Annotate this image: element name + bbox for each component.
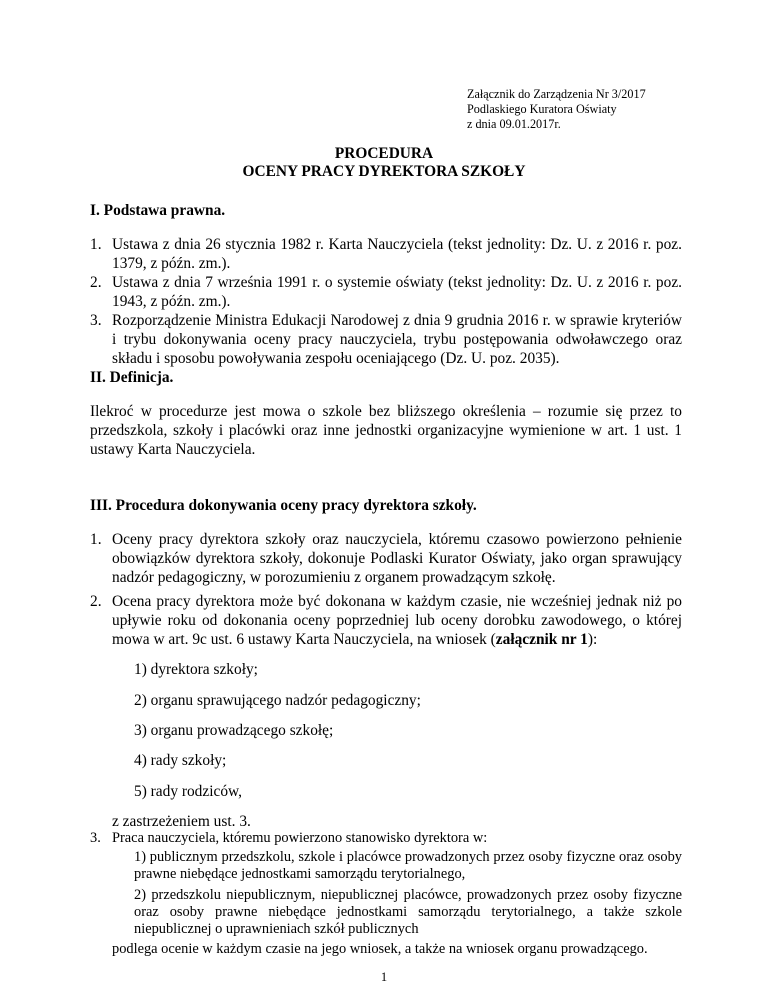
list-item xyxy=(90,311,682,368)
sub-item: 4) rady szkoły; xyxy=(134,752,227,769)
section-2-heading: II. Definicja. xyxy=(90,369,174,386)
legal-basis-list xyxy=(90,235,682,368)
sub-item: 2) organu sprawującego nadzór pedagogiczny; xyxy=(134,692,421,709)
sub-item: 1) dyrektora szkoły; xyxy=(134,661,258,678)
list-item-number: 3. xyxy=(90,830,101,846)
list-item xyxy=(90,830,682,847)
annex-line-3: z dnia 09.01.2017r. xyxy=(467,117,561,131)
list-item xyxy=(90,273,682,311)
procedure-item-1 xyxy=(90,530,682,587)
list-item-number: 2. xyxy=(90,274,102,291)
annex-line-1: Załącznik do Zarządzenia Nr 3/2017 xyxy=(467,87,646,101)
list-item xyxy=(90,530,682,587)
list-item-number: 1. xyxy=(90,531,102,548)
annex-reference: załącznik nr 1 xyxy=(495,631,588,648)
sub-item: 2) przedszkolu niepublicznym, niepublicznej placówce, prowadzonych przez osoby fizyczne oraz osoby prawne niebędące jednostkami samorządu terytorialnego, a także szkole niepublicznej o uprawnieniach szkół publicznych xyxy=(134,887,682,937)
section-1-heading: I. Podstawa prawna. xyxy=(90,202,226,219)
list-item-number: 1. xyxy=(90,236,102,253)
annex-note xyxy=(467,87,646,132)
title-line-2: OCENY PRACY DYREKTORA SZKOŁY xyxy=(242,163,526,180)
sub-item: 3) organu prowadzącego szkołę; xyxy=(134,722,334,739)
item-3-closing: podlega ocenie w każdym czasie na jego wniosek, a także na wniosek organu prowadzącego. xyxy=(112,941,648,957)
list-item-text xyxy=(112,593,682,648)
procedure-item-3 xyxy=(90,830,682,847)
list-item-text: Ustawa z dnia 7 września 1991 r. o systemie oświaty (tekst jednolity: Dz. U. z 2016 r. poz. 1943, z późn. zm.). xyxy=(112,274,682,310)
section-3-heading: III. Procedura dokonywania oceny pracy dyrektora szkoły. xyxy=(90,497,477,514)
title-line-1: PROCEDURA xyxy=(334,145,434,162)
text-before: Ocena pracy dyrektora może być dokonana w każdym czasie, nie wcześniej jednak niż po upływie roku od dokonania oceny poprzedniej lub oceny dorobku zawodowego, o której mowa w art. 9c ust. 6 ustawy Karta Nauczyciela, na wniosek ( xyxy=(112,593,682,648)
list-item-number: 3. xyxy=(90,312,102,329)
list-item-text: Praca nauczyciela, któremu powierzono stanowisko dyrektora w: xyxy=(112,830,488,846)
list-item-number: 2. xyxy=(90,593,102,610)
annex-line-2: Podlaskiego Kuratora Oświaty xyxy=(467,102,617,116)
list-item-text: Ustawa z dnia 26 stycznia 1982 r. Karta Nauczyciela (tekst jednolity: Dz. U. z 2016 r. poz. 1379, z późn. zm.). xyxy=(112,236,682,272)
list-item xyxy=(90,592,682,649)
sub-item: 5) rady rodziców, xyxy=(134,783,242,800)
definition-paragraph: Ilekroć w procedurze jest mowa o szkole bez bliższego określenia – rozumie się przez to przedszkola, szkoły i placówki oraz inne jednostki organizacyjne wymienione w art. 1 ust. 1 ustawy Karta Nauczyciela. xyxy=(90,403,682,458)
list-item-text: Oceny pracy dyrektora szkoły oraz nauczyciela, któremu czasowo powierzono pełnienie obowiązków dyrektora szkoły, dokonuje Podlaski Kurator Oświaty, jako organ sprawujący nadzór pedagogiczny, w porozumieniu z organem prowadzącym szkołę. xyxy=(112,531,682,586)
sub-item: 1) publicznym przedszkolu, szkole i placówce prowadzonych przez osoby fizyczne oraz osoby prawne niebędące jednostkami samorządu terytorialnego, xyxy=(134,849,682,882)
text-after: ): xyxy=(587,631,598,648)
item-2-closing: z zastrzeżeniem ust. 3. xyxy=(112,813,251,830)
procedure-item-2 xyxy=(90,592,682,649)
list-item xyxy=(90,235,682,273)
list-item-text: Rozporządzenie Ministra Edukacji Narodowej z dnia 9 grudnia 2016 r. w sprawie kryteriów i trybu dokonywania oceny pracy nauczyciela, trybu postępowania odwoławczego oraz składu i sposobu powoływania zespołu oceniającego (Dz. U. poz. 2035). xyxy=(112,312,682,367)
page-number: 1 xyxy=(380,970,388,984)
document-title xyxy=(0,145,768,181)
